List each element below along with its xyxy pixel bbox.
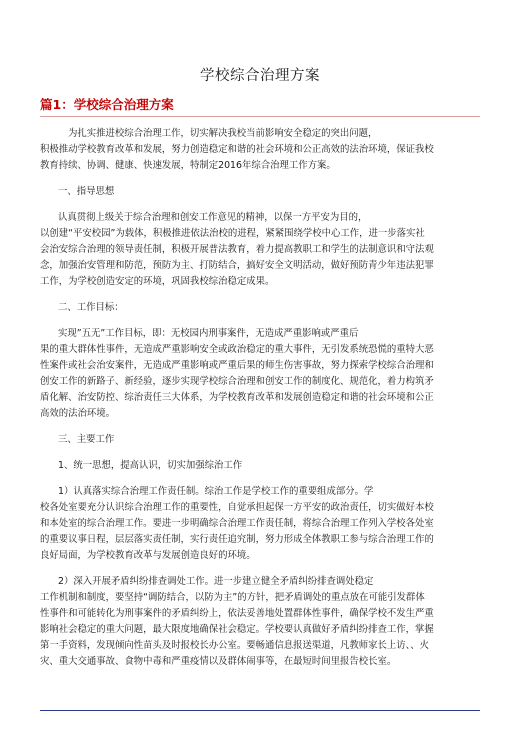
paragraph-line: 实现”五无”工作目标，即：无校园内刑事案件，无造成严重影响或严重后: [58, 328, 359, 339]
paragraph-line: 为扎实推进校综合治理工作，切实解决我校当前影响安全稳定的突出问题，: [68, 128, 378, 139]
subheading-unify-thinking: 1、统一思想，提高认识，切实加强综治工作: [58, 460, 243, 471]
paragraph-line: 2）深入开展矛盾纠纷排查调处工作。进一步建立健全矛盾纠纷排查调处稳定: [58, 576, 374, 587]
paragraph-line: 以创建“平安校园”为载体，积极推进依法治校的进程，紧紧围绕学校中心工作，进一步落实社: [40, 228, 425, 239]
paragraph-line: 教育持续、协调、健康、快速发展，特制定2016年综合治理工作方案。: [40, 160, 336, 171]
paragraph-line: 创安工作的新路子、新经验，逐步实现学校综合治理和创安工作的制度化、规范化，着力构筑矛: [40, 376, 434, 387]
section-heading: 篇1：学校综合治理方案: [40, 95, 480, 117]
work-goals-paragraph: [40, 326, 480, 422]
paragraph-line: 积极推动学校教育改革和发展，努力创造稳定和谐的社会环境和公正高效的法治环境，保证我校: [40, 144, 434, 155]
heading-main-work: 三、主要工作: [58, 434, 115, 445]
heading-guiding-thought: 一、指导思想: [58, 186, 115, 197]
paragraph-line: 盾化解、治安防控、综治责任三大体系，为学校教育改革和发展创造稳定和谐的社会环境和公正: [40, 392, 434, 403]
paragraph-line: 第一手资料，发现倾向性苗头及时报校长办公室。要畅通信息报送渠道，凡教师家长上访、、火: [40, 640, 430, 651]
paragraph-line: 良好局面，为学校教育改革与发展创造良好的环境。: [40, 550, 256, 561]
paragraph-line: 和本处室的综合治理工作。要进一步明确综合治理工作责任制，将综合治理工作列入学校各处室: [40, 518, 434, 529]
responsibility-paragraph: [40, 484, 480, 564]
dispute-paragraph: [40, 574, 480, 670]
paragraph-line: 果的重大群体性事件，无造成严重影响安全或政治稳定的重大事件，无引发系统恐慌的重特大恶: [40, 344, 434, 355]
paragraph-line: 性案件或社会治安案件，无造成严重影响或严重后果的师生伤害事故，努力探索学校综合治理和: [40, 360, 434, 371]
document-title: 学校综合治理方案: [200, 68, 320, 84]
paragraph-line: 工作机制和制度，要坚持“调防结合，以防为主”的方针，把矛盾调处的重点放在可能引发群体: [40, 592, 425, 603]
footer-rule: [40, 710, 480, 711]
paragraph-line: 高效的法治环境。: [40, 408, 116, 419]
paragraph-line: 念，加强治安管理和防范，预防为主、打防结合，搞好安全文明活动，做好预防青少年违法犯罪: [40, 260, 434, 271]
paragraph-line: 影响社会稳定的重大问题，最大限度地确保社会稳定。学校要认真做好矛盾纠纷排查工作，掌握: [40, 624, 434, 635]
paragraph-line: 的重要议事日程，层层落实责任制，实行责任追究制，努力形成全体教职工参与综合治理工作的: [40, 534, 434, 545]
intro-paragraph: [40, 126, 480, 174]
paragraph-line: 认真贯彻上级关于综合治理和创安工作意见的精神，以保一方平安为目的，: [58, 212, 368, 223]
paragraph-line: 校各处室要充分认识综合治理工作的重要性，自觉承担起保一方平安的政治责任，切实做好本校: [40, 502, 434, 513]
guiding-thought-paragraph: [40, 210, 480, 290]
heading-work-goals: 二、工作目标：: [58, 302, 124, 313]
paragraph-line: 1）认真落实综合治理工作责任制。综治工作是学校工作的重要组成部分。学: [58, 486, 374, 497]
paragraph-line: 性事件和可能转化为刑事案件的矛盾纠纷上，依法妥善地处置群体性事件，确保学校不发生严重: [40, 608, 434, 619]
paragraph-line: 工作，为学校创造安定的环境，巩固我校综治稳定成果。: [40, 276, 275, 287]
paragraph-line: 会治安综合治理的领导责任制，积极开展普法教育，着力提高教职工和学生的法制意识和守法观: [40, 244, 434, 255]
paragraph-line: 灾、重大交通事故、食物中毒和严重疫情以及群体闹事等，在最短时间里报告校长室。: [40, 656, 397, 667]
